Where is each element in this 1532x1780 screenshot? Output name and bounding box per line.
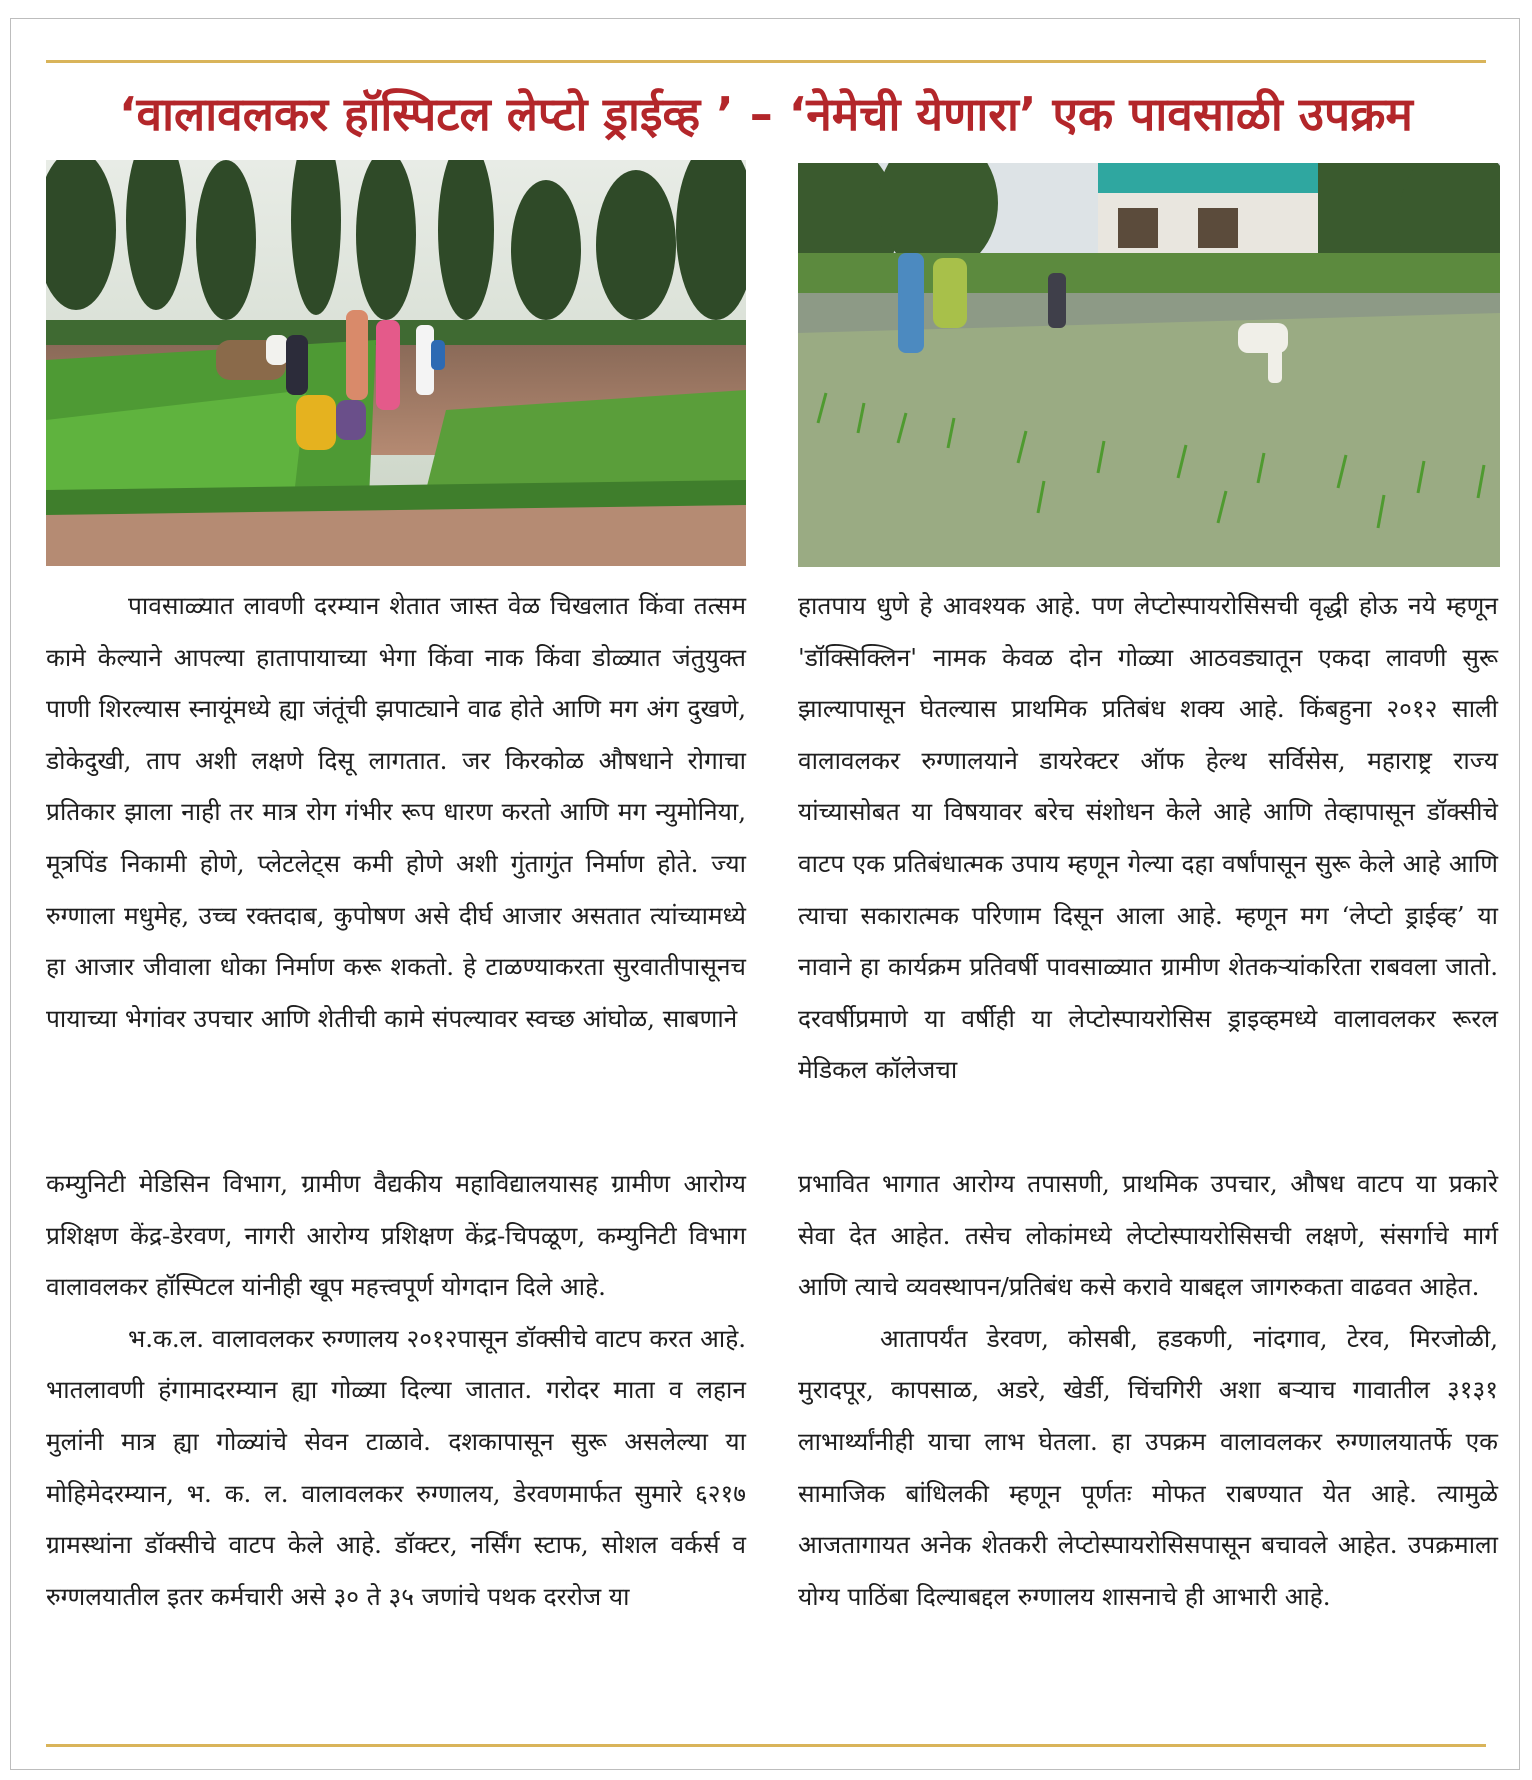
paddy-field-image <box>46 160 746 566</box>
paragraph-distribution: भ.क.ल. वालावलकर रुग्णालय २०१२पासून डॉक्सीचे वाटप करत आहे. भातलावणी हंगामादरम्यान ह्या गोळ्या दिल्या जातात. गरोदर माता व लहान मुलांनी मात्र ह्या गोळ्यांचे सेवन टाळावे. दशकापासून सुरू असलेल्या या मोहिमेदरम्यान, भ. क. ल. वालावलकर रुग्णालय, डेरवणमार्फत सुमारे ६२१७ ग्रामस्थांना डॉक्सीचे वाटप केले आहे. डॉक्टर, नर्सिंग स्टाफ, सोशल वर्कर्स व रुग्णलयातील इतर कर्मचारी असे ३० ते ३५ जणांचे पथक दररोज या <box>46 1323 746 1611</box>
paragraph-doxy-prevention: हातपाय धुणे हे आवश्यक आहे. पण लेप्टोस्पायरोसिसची वृद्धी होऊ नये म्हणून 'डॉक्सिक्लिन' नामक केवळ दोन गोळ्या आठवड्यातून एकदा लावणी सुरू झाल्यापासून घेतल्यास प्राथमिक प्रतिबंध शक्य आहे. किंबहुना २०१२ साली वालावलकर रुग्णालयाने डायरेक्टर ऑफ हेल्थ सर्विसेस, महाराष्ट्र राज्य यांच्यासोबत या विषयावर बरेच संशोधन केले आहे आणि तेव्हापासून डॉक्सीचे वाटप एक प्रतिबंधात्मक उपाय म्हणून गेल्या दहा वर्षांपासून सुरू केले आहे आणि त्याचा सकारात्मक परिणाम दिसून आला आहे. म्हणून मग ‘लेप्टो ड्राईव्ह’ या नावाने हा कार्यक्रम प्रतिवर्षी पावसाळ्यात ग्रामीण शेतकऱ्यांकरिता राबवला जातो. दरवर्षीप्रमाणे या वर्षीही या लेप्टोस्पायरोसिस ड्राइव्हमध्ये वालावलकर रूरल मेडिकल कॉलेजचा <box>798 591 1498 1085</box>
right-photo <box>798 163 1500 567</box>
paragraph-villages: आतापर्यंत डेरवण, कोसबी, हडकणी, नांदगाव, टेरव, मिरजोळी, मुरादपूर, कापसाळ, अडरे, खेर्डी, चिंचगिरी अशा बऱ्याच गावातील ३१३१ लाभार्थ्यांनीही याचा लाभ घेतला. हा उपक्रम वालावलकर रुग्णालयातर्फे एक सामाजिक बांधिलकी म्हणून पूर्णतः मोफत राबण्यात येत आहे. त्यामुळे आजतागायत अनेक शेतकरी लेप्टोस्पायरोसिसपासून बचावले आहेत. उपक्रमाला योग्य पाठिंबा दिल्याबद्दल रुग्णालय शासनाचे ही आभारी आहे. <box>798 1323 1498 1611</box>
paragraph-services: प्रभावित भागात आरोग्य तपासणी, प्राथमिक उपचार, औषध वाटप या प्रकारे सेवा देत आहेत. तसेच लोकांमध्ये लेप्टोस्पायरोसिसची लक्षणे, संसर्गाचे मार्ग आणि त्याचे व्यवस्थापन/प्रतिबंध कसे करावे याबद्दल जागरुकता वाढवत आहेत. <box>798 1169 1498 1302</box>
column-top-left <box>46 580 746 1044</box>
column-bottom-left <box>46 1158 746 1622</box>
left-photo <box>46 160 746 566</box>
bottom-rule <box>46 1744 1486 1747</box>
column-top-right <box>798 580 1498 1096</box>
planting-image <box>798 163 1500 567</box>
column-bottom-right <box>798 1158 1498 1622</box>
paragraph-symptoms: पावसाळ्यात लावणी दरम्यान शेतात जास्त वेळ चिखलात किंवा तत्सम कामे केल्याने आपल्या हातापायाच्या भेगा किंवा नाक किंवा डोळ्यात जंतुयुक्त पाणी शिरल्यास स्नायूंमध्ये ह्या जंतूंची झपाट्याने वाढ होते आणि मग अंग दुखणे, डोकेदुखी, ताप अशी लक्षणे दिसू लागतात. जर किरकोळ औषधाने रोगाचा प्रतिकार झाला नाही तर मात्र रोग गंभीर रूप धारण करतो आणि मग न्युमोनिया, मूत्रपिंड निकामी होणे, प्लेटलेट्स कमी होणे अशी गुंतागुंत निर्माण होते. ज्या रुग्णाला मधुमेह, उच्च रक्तदाब, कुपोषण असे दीर्घ आजार असतात त्यांच्यामध्ये हा आजार जीवाला धोका निर्माण करू शकतो. हे टाळण्याकरता सुरवातीपासूनच पायाच्या भेगांवर उपचार आणि शेतीची कामे संपल्यावर स्वच्छ आंघोळ, साबणाने <box>46 591 746 1033</box>
paragraph-departments: कम्युनिटी मेडिसिन विभाग, ग्रामीण वैद्यकीय महाविद्यालयासह ग्रामीण आरोग्य प्रशिक्षण केंद्र-डेरवण, नागरी आरोग्य प्रशिक्षण केंद्र-चिपळूण, कम्युनिटी विभाग वालावलकर हॉस्पिटल यांनीही खूप महत्त्वपूर्ण योगदान दिले आहे. <box>46 1169 746 1302</box>
article-headline: ‘वालावलकर हॉस्पिटल लेप्टो ड्राईव्ह ’ – ‘नेमेची येणारा’ एक पावसाळी उपक्रम <box>119 87 1413 141</box>
top-rule <box>46 60 1486 63</box>
